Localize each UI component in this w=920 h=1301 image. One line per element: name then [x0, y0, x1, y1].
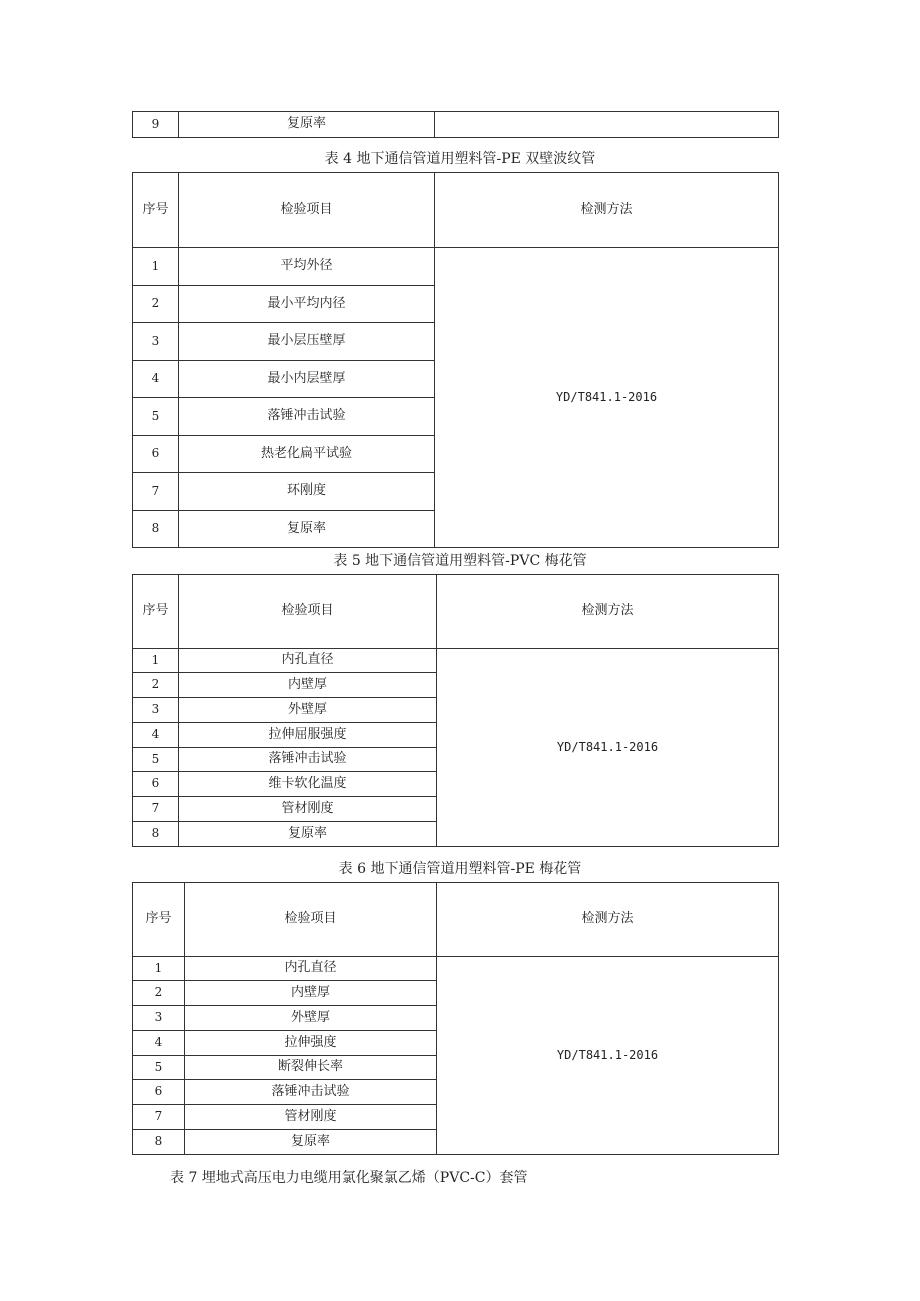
row-number: 4	[133, 361, 179, 398]
row-item: 外壁厚	[179, 698, 437, 723]
table-header-row	[133, 883, 779, 957]
row-item: 内壁厚	[179, 673, 437, 698]
header-item: 检验项目	[185, 883, 437, 957]
table7-caption: 表 7 埋地式高压电力电缆用氯化聚氯乙烯（PVC-C）套管	[170, 1170, 528, 1186]
row-number: 1	[133, 248, 179, 286]
method-cell: YD/T841.1-2016	[437, 649, 779, 847]
row-number: 1	[133, 957, 185, 981]
row-item: 最小平均内径	[179, 286, 435, 323]
method-cell: YD/T841.1-2016	[435, 248, 779, 548]
header-method: 检测方法	[435, 173, 779, 248]
header-seq: 序号	[133, 883, 185, 957]
row-item: 环刚度	[179, 473, 435, 511]
header-item: 检验项目	[179, 173, 435, 248]
row-number: 3	[133, 1006, 185, 1031]
row-number: 9	[133, 112, 179, 138]
header-method: 检测方法	[437, 883, 779, 957]
row-item: 拉伸强度	[185, 1031, 437, 1056]
table5-caption: 表 5 地下通信管道用塑料管-PVC 梅花管	[333, 553, 587, 569]
row-number: 2	[133, 673, 179, 698]
row-item: 最小内层壁厚	[179, 361, 435, 398]
table5	[132, 574, 779, 847]
table6	[132, 882, 779, 1155]
row-number: 8	[133, 822, 179, 847]
row-item: 复原率	[185, 1130, 437, 1155]
row-item: 管材刚度	[185, 1105, 437, 1130]
row-number: 1	[133, 649, 179, 673]
row-item: 内壁厚	[185, 981, 437, 1006]
table-row	[133, 649, 779, 673]
row-number: 6	[133, 772, 179, 797]
row-item: 复原率	[179, 822, 437, 847]
row-number: 5	[133, 398, 179, 436]
row-number: 7	[133, 1105, 185, 1130]
row-item: 落锤冲击试验	[185, 1080, 437, 1105]
row-number: 2	[133, 981, 185, 1006]
table-header-row	[133, 173, 779, 248]
row-number: 8	[133, 511, 179, 548]
row-item: 维卡软化温度	[179, 772, 437, 797]
row-item: 断裂伸长率	[185, 1056, 437, 1080]
table-header-row	[133, 575, 779, 649]
row-number: 7	[133, 797, 179, 822]
table-row	[133, 957, 779, 981]
row-number: 4	[133, 723, 179, 748]
row-number: 5	[133, 748, 179, 772]
table-row	[133, 248, 779, 286]
row-number: 4	[133, 1031, 185, 1056]
row-number: 5	[133, 1056, 185, 1080]
row-item: 内孔直径	[179, 649, 437, 673]
row-number: 3	[133, 698, 179, 723]
row-item: 管材刚度	[179, 797, 437, 822]
row-item: 内孔直径	[185, 957, 437, 981]
row-method	[435, 112, 779, 138]
header-method: 检测方法	[437, 575, 779, 649]
row-item: 拉伸屈服强度	[179, 723, 437, 748]
row-number: 7	[133, 473, 179, 511]
table4	[132, 172, 779, 548]
header-item: 检验项目	[179, 575, 437, 649]
row-item: 落锤冲击试验	[179, 398, 435, 436]
header-seq: 序号	[133, 575, 179, 649]
table6-caption: 表 6 地下通信管道用塑料管-PE 梅花管	[338, 861, 582, 877]
table4-caption: 表 4 地下通信管道用塑料管-PE 双壁波纹管	[324, 151, 596, 167]
row-number: 6	[133, 436, 179, 473]
row-number: 8	[133, 1130, 185, 1155]
row-item: 复原率	[179, 112, 435, 138]
table3-continuation	[132, 111, 779, 138]
row-item: 落锤冲击试验	[179, 748, 437, 772]
row-number: 6	[133, 1080, 185, 1105]
row-item: 最小层压壁厚	[179, 323, 435, 361]
row-item: 外壁厚	[185, 1006, 437, 1031]
row-number: 2	[133, 286, 179, 323]
row-item: 复原率	[179, 511, 435, 548]
header-seq: 序号	[133, 173, 179, 248]
row-item: 平均外径	[179, 248, 435, 286]
row-item: 热老化扁平试验	[179, 436, 435, 473]
method-cell: YD/T841.1-2016	[437, 957, 779, 1155]
row-number: 3	[133, 323, 179, 361]
table-row	[133, 112, 779, 138]
